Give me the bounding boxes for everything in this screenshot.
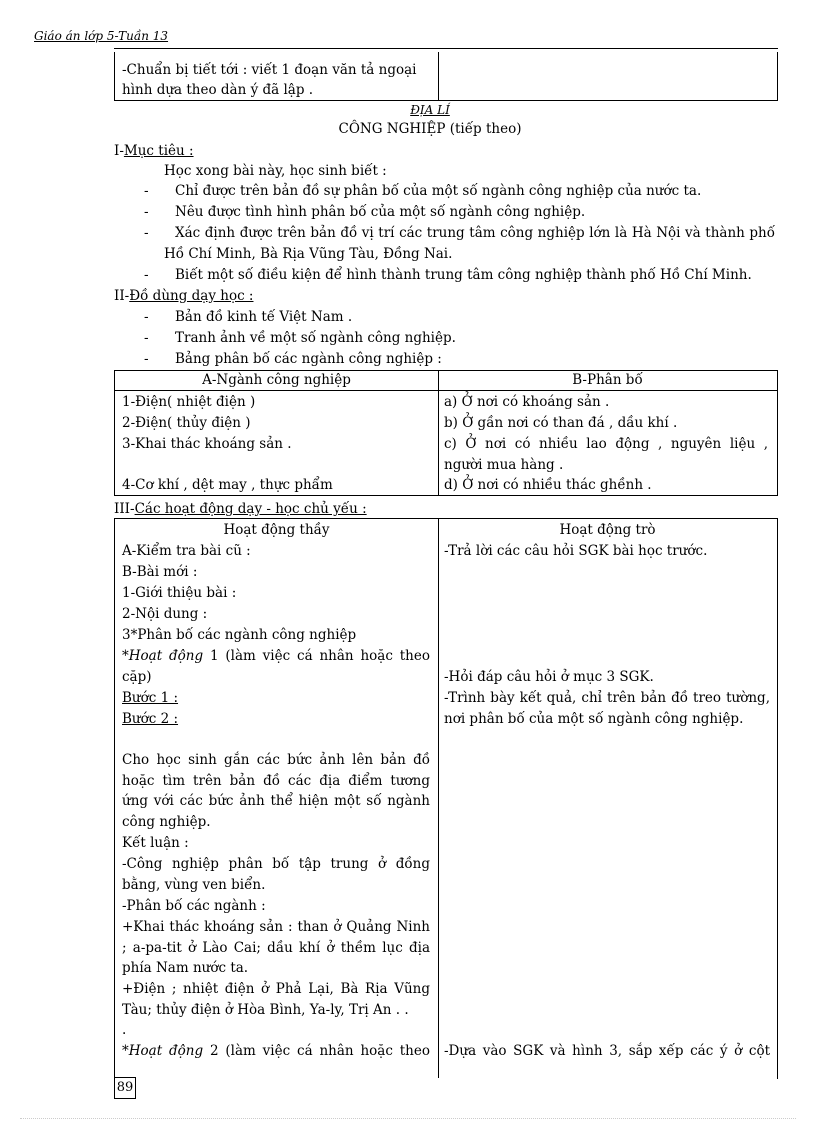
teacher-column-header: Hoạt động thầy <box>223 522 330 538</box>
table-header-distribution: B-Phân bố <box>572 372 643 388</box>
activity-1-heading: *Hoạt động 1 (làm việc cá nhân hoặc theo <box>122 648 430 664</box>
objective-item: Chỉ được trên bản đồ sự phân bố của một số ngành công nghiệp của nước ta. <box>175 183 702 199</box>
student-activity: -Trình bày kết quả, chỉ trên bản đồ treo tường, nơi phân bố của một số ngành công nghiệp. <box>444 690 770 727</box>
student-activity: -Trả lời các câu hỏi SGK bài học trước. <box>444 543 708 559</box>
bullet-dash: - <box>144 351 149 367</box>
distribution-cell-continued: người mua hàng . <box>444 457 564 473</box>
teacher-paragraph: +Khai thác khoáng sản : than ở Quảng Ninh ; a-pa-tit ở Lào Cai; dầu khí ở thềm lục địa phía Nam nước ta. <box>122 919 430 976</box>
step-1-label: Bước 1 : <box>122 690 179 706</box>
subject-label: ĐỊA LÍ <box>410 103 450 117</box>
bullet-dash: - <box>144 183 149 199</box>
conclusion-label: Kết luận : <box>122 835 189 851</box>
objective-item: Nêu được tình hình phân bố của một số ngành công nghiệp. <box>175 204 586 220</box>
teacher-paragraph: -Phân bố các ngành : <box>122 898 266 914</box>
page-number: 89 <box>114 1077 136 1099</box>
section-2-heading: II-Đồ dùng dạy học : <box>114 288 254 304</box>
industry-cell: 4-Cơ khí , dệt may , thực phẩm <box>122 477 333 493</box>
bullet-dash: - <box>144 204 149 220</box>
section-1-heading: I-Mục tiêu : <box>114 143 194 159</box>
teacher-paragraph: -Công nghiệp phân bố tập trung ở đồng bằng, vùng ven biển. <box>122 856 430 893</box>
distribution-cell: d) Ở nơi có nhiều thác ghềnh . <box>444 477 652 493</box>
section-3-heading: III-Các hoạt động dạy - học chủ yếu : <box>114 501 367 517</box>
teacher-step: 2-Nội dung : <box>122 606 208 622</box>
bullet-dash: - <box>144 225 149 241</box>
student-activity: -Hỏi đáp câu hỏi ở mục 3 SGK. <box>444 669 654 685</box>
section-1-intro: Học xong bài này, học sinh biết : <box>164 163 387 179</box>
distribution-cell: a) Ở nơi có khoáng sản . <box>444 394 610 410</box>
column-divider <box>438 518 439 1078</box>
column-divider <box>438 52 439 100</box>
teacher-step: cặp) <box>122 669 152 685</box>
step-2-label: Bước 2 : <box>122 711 179 727</box>
prep-line-2: hình dựa theo dàn ý đã lập . <box>122 82 314 98</box>
student-column-header: Hoạt động trò <box>559 522 656 538</box>
teacher-paragraph: +Điện ; nhiệt điện ở Phả Lại, Bà Rịa Vũng Tàu; thủy điện ở Hòa Bình, Ya-ly, Trị An . . <box>122 981 430 1018</box>
material-item: Tranh ảnh về một số ngành công nghiệp. <box>175 330 456 346</box>
header-rule <box>114 48 778 49</box>
running-header: Giáo án lớp 5-Tuần 13 <box>34 29 169 43</box>
material-item: Bảng phân bố các ngành công nghiệp : <box>175 351 442 367</box>
objective-item-continued: Hồ Chí Minh, Bà Rịa Vũng Tàu, Đồng Nai. <box>164 246 453 262</box>
lesson-title: CÔNG NGHIỆP (tiếp theo) <box>338 121 522 137</box>
student-activity: -Dựa vào SGK và hình 3, sắp xếp các ý ở cột <box>444 1043 770 1059</box>
teacher-step: 1-Giới thiệu bài : <box>122 585 237 601</box>
bullet-dash: - <box>144 309 149 325</box>
industry-cell: 2-Điện( thủy điện ) <box>122 415 251 431</box>
objective-item: Xác định được trên bản đồ vị trí các trung tâm công nghiệp lớn là Hà Nội và thành phố <box>175 225 775 241</box>
distribution-cell: c) Ở nơi có nhiều lao động , nguyên liệu , <box>444 436 768 452</box>
teacher-paragraph: Cho học sinh gắn các bức ảnh lên bản đồ hoặc tìm trên bản đồ các địa điểm tương ứng với các bức ảnh thể hiện một số ngành công nghiệp. <box>122 752 430 830</box>
distribution-cell: b) Ở gần nơi có than đá , dầu khí . <box>444 415 678 431</box>
industry-cell: 3-Khai thác khoáng sản . <box>122 436 292 452</box>
page-bottom-divider <box>20 1118 796 1119</box>
teacher-step: 3*Phân bố các ngành công nghiệp <box>122 627 357 643</box>
activity-2-heading: *Hoạt động 2 (làm việc cá nhân hoặc theo <box>122 1043 430 1059</box>
teacher-step: A-Kiểm tra bài cũ : <box>122 543 251 559</box>
prep-line-1: -Chuẩn bị tiết tới : viết 1 đoạn văn tả ngoại <box>122 62 417 78</box>
material-item: Bản đồ kinh tế Việt Nam . <box>175 309 353 325</box>
bullet-dash: - <box>144 330 149 346</box>
teacher-step: B-Bài mới : <box>122 564 198 580</box>
table-header-industry: A-Ngành công nghiệp <box>202 372 351 388</box>
bullet-dash: - <box>144 267 149 283</box>
teacher-paragraph: . <box>122 1022 127 1038</box>
industry-cell: 1-Điện( nhiệt điện ) <box>122 394 256 410</box>
objective-item: Biết một số điều kiện để hình thành trung tâm công nghiệp thành phố Hồ Chí Minh. <box>175 267 752 283</box>
